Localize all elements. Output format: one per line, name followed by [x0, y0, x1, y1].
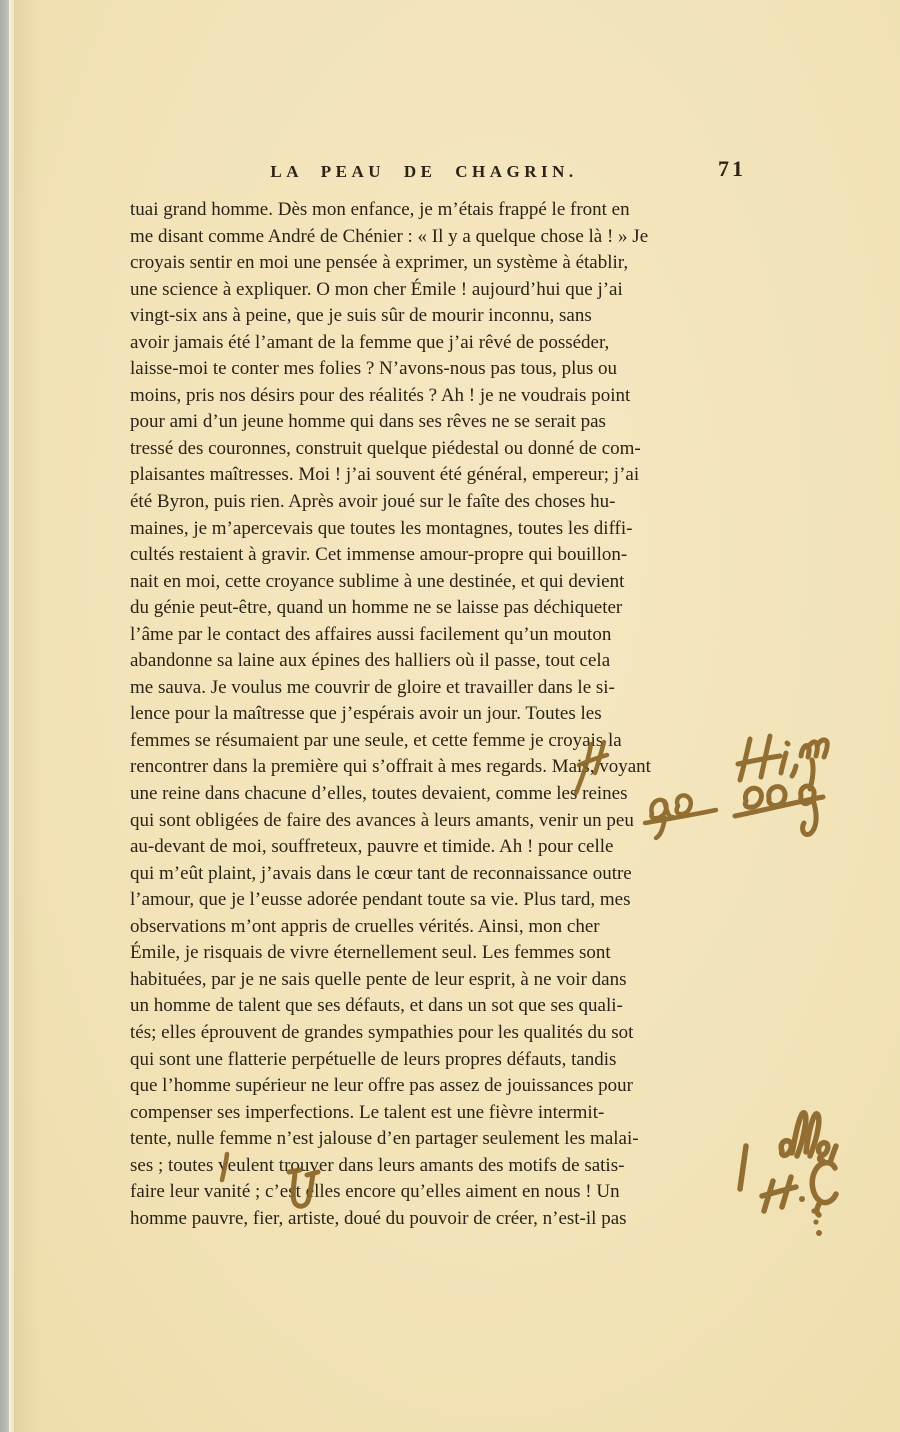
scan-edge-strip: [0, 0, 9, 1432]
text-line: cultés restaient à gravir. Cet immense amour-propre qui bouillon-: [130, 544, 628, 566]
page-edge-shadow: [14, 0, 40, 1432]
text-line: l’âme par le contact des affaires aussi facilement qu’un mouton: [130, 623, 612, 645]
text-line: ses ; toutes veulent trouver dans leurs amants des motifs de satis-: [130, 1154, 625, 1176]
text-line: homme pauvre, fier, artiste, doué du pouvoir de créer, n’est-il pas: [130, 1207, 627, 1229]
text-line: qui sont une flatterie perpétuelle de leurs propres défauts, tandis: [130, 1048, 617, 1070]
page-number: 71: [718, 156, 746, 181]
text-block: [130, 197, 718, 1232]
text-line: qui sont obligées de faire des avances à leurs amants, venir un peu: [130, 809, 634, 831]
text-line: habituées, par je ne sais quelle pente de leur esprit, à ne voir dans: [130, 968, 627, 990]
text-line: tuai grand homme. Dès mon enfance, je m’étais frappé le front en: [130, 199, 630, 220]
text-line: me disant comme André de Chénier : « Il y a quelque chose là ! » Je: [130, 225, 649, 247]
text-line: lence pour la maîtresse que j’espérais avoir un jour. Toutes les: [130, 703, 602, 725]
text-line: du génie peut-être, quand un homme ne se laisse pas déchiqueter: [130, 597, 623, 619]
text-line: tente, nulle femme n’est jalouse d’en partager seulement les malai-: [130, 1128, 639, 1150]
text-line: observations m’ont appris de cruelles vérités. Ainsi, mon cher: [130, 915, 600, 937]
text-line: un homme de talent que ses défauts, et dans un sot que ses quali-: [130, 995, 623, 1017]
text-line: l’amour, que je l’eusse adorée pendant toute sa vie. Plus tard, mes: [130, 889, 631, 911]
text-line: femmes se résumaient par une seule, et cette femme je croyais la: [130, 729, 622, 751]
text-line: tressé des couronnes, construit quelque piédestal ou donné de com-: [130, 437, 641, 459]
text-line: au-devant de moi, souffreteux, pauvre et timide. Ah ! pour celle: [130, 836, 614, 858]
text-line: Émile, je risquais de vivre éternellement seul. Les femmes sont: [130, 942, 611, 964]
text-line: croyais sentir en moi une pensée à exprimer, un système à établir,: [130, 252, 629, 274]
text-line: faire leur vanité ; c’est elles encore qu’elles aiment en nous ! Un: [130, 1181, 620, 1203]
page-title: LA PEAU DE CHAGRIN.: [270, 162, 578, 181]
text-line: nait en moi, cette croyance sublime à une destinée, et qui devient: [130, 570, 625, 592]
text-line: laisse-moi te conter mes folies ? N’avons-nous pas tous, plus ou: [130, 358, 618, 380]
text-line: plaisantes maîtresses. Moi ! j’ai souvent été général, empereur; j’ai: [130, 464, 640, 486]
text-line: moins, pris nos désirs pour des réalités ? Ah ! je ne voudrais point: [130, 384, 631, 406]
text-line: été Byron, puis rien. Après avoir joué sur le faîte des choses hu-: [130, 491, 616, 513]
text-line: tés; elles éprouvent de grandes sympathies pour les qualités du sot: [130, 1021, 634, 1043]
text-line: maines, je m’apercevais que toutes les montagnes, toutes les diffi-: [130, 517, 633, 539]
text-line: me sauva. Je voulus me couvrir de gloire et travailler dans le si-: [130, 676, 615, 698]
text-line: vingt-six ans à peine, que je suis sûr de mourir inconnu, sans: [130, 305, 592, 327]
text-line: une reine dans chacune d’elles, toutes devaient, comme les reines: [130, 783, 628, 805]
running-head: [130, 156, 746, 192]
text-line: que l’homme supérieur ne leur offre pas assez de jouissances pour: [130, 1075, 633, 1097]
text-line: abandonne sa laine aux épines des halliers où il passe, tout cela: [130, 650, 611, 672]
text-line: pour ami d’un jeune homme qui dans ses rêves ne se serait pas: [130, 411, 606, 433]
text-line: avoir jamais été l’amant de la femme que j’ai rêvé de posséder,: [130, 331, 610, 353]
text-line: qui m’eût plaint, j’avais dans le cœur tant de reconnaissance outre: [130, 862, 632, 884]
text-line: rencontrer dans la première qui s’offrait à mes regards. Mais, voyant: [130, 756, 651, 778]
text-line: une science à expliquer. O mon cher Émile ! aujourd’hui que j’ai: [130, 278, 623, 300]
text-line: compenser ses imperfections. Le talent est une fièvre intermit-: [130, 1101, 605, 1123]
